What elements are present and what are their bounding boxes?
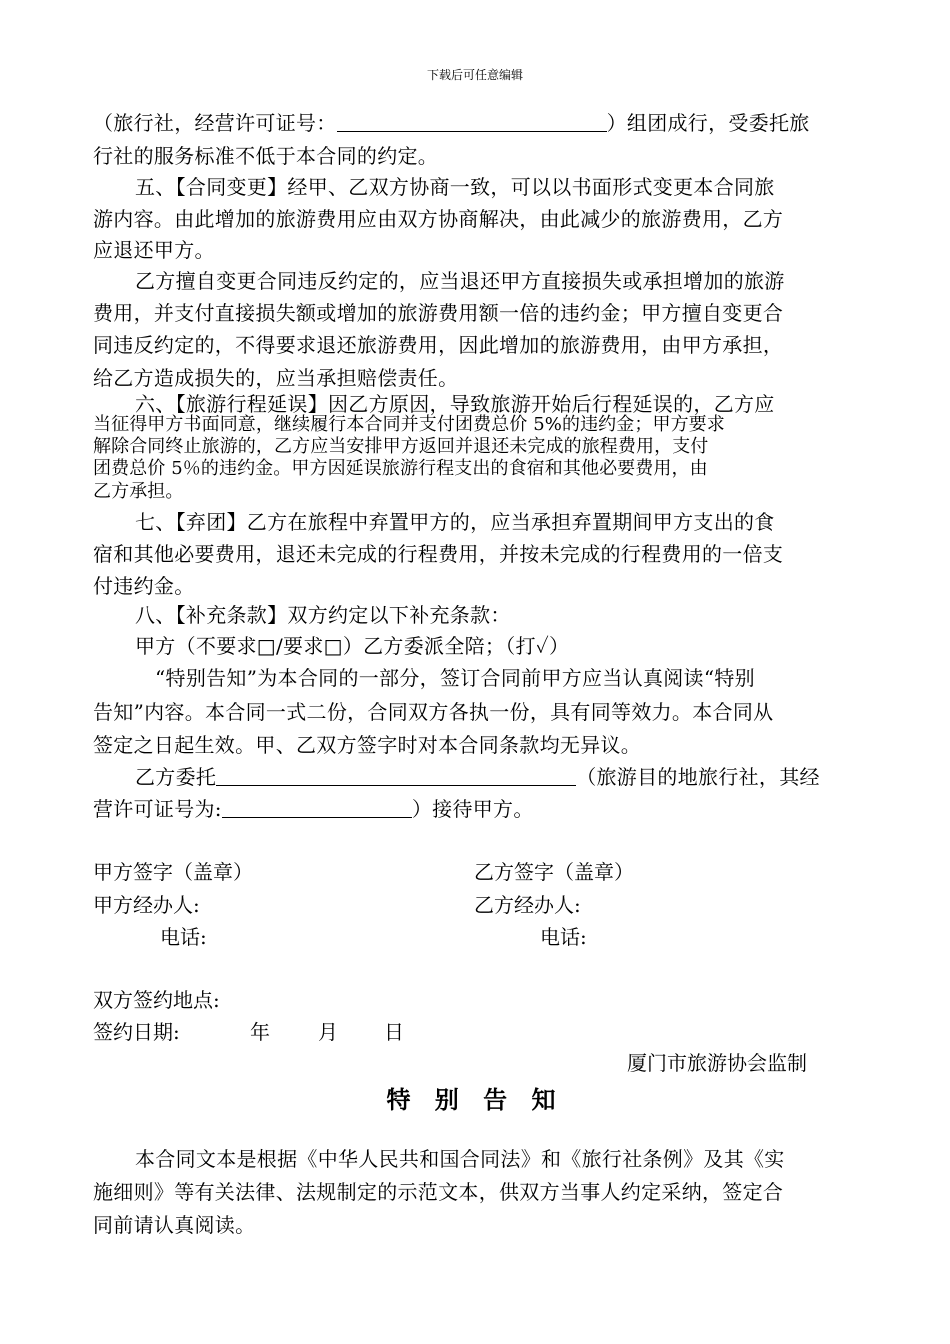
clause-6-line: 团费总价 5％的违约金。甲方因延误旅游行程支出的食宿和其他必要费用，由 [93,458,708,479]
text-segment: （旅游目的地旅行社，其经 [576,765,820,789]
clause-7-line: 宿和其他必要费用，退还未完成的行程费用，并按未完成的行程费用的一倍支 [93,542,784,566]
entrust-line [135,765,820,789]
clause-5b-line: 乙方擅自变更合同违反约定的，应当退还甲方直接损失或承担增加的旅游 [135,269,785,293]
special-notice-line: 施细则》等有关法律、法规制定的示范文本，供双方当事人约定采纳，签定合 [93,1180,784,1204]
signing-place-label: 双方签约地点: [93,988,220,1012]
clause-6-line: 当征得甲方书面同意，继续履行本合同并支付团费总价 5%的违约金；甲方要求 [93,414,725,435]
text-segment: ）接待甲方。 [411,797,534,821]
party-a-agent-label: 甲方经办人: [93,893,200,917]
party-b-signature-label: 乙方签字（盖章） [474,860,634,884]
agency-license-blank [222,799,412,818]
clause-5b-line: 同违反约定的，不得要求退还旅游费用，因此增加的旅游费用，由甲方承担， [93,333,784,357]
clause-8-line: 八、【补充条款】双方约定以下补充条款： [135,603,511,627]
clause-6-line: 解除合同终止旅游的，乙方应当安排甲方返回并退还未完成的旅程费用，支付 [93,436,709,457]
text-segment: （旅行社，经营许可证号： [93,111,337,135]
clause-7-line: 付违约金。 [93,574,195,598]
year-label: 年 [250,1020,270,1044]
license-number-blank [337,113,607,132]
clause-5-line: 五、【合同变更】经甲、乙双方协商一致，可以以书面形式变更本合同旅 [135,175,775,199]
clause-5-line: 游内容。由此增加的旅游费用应由双方协商解决，由此减少的旅游费用，乙方 [93,207,784,231]
party-a-signature-label: 甲方签字（盖章） [93,860,253,884]
clause-7-line: 七、【弃团】乙方在旅程中弃置甲方的，应当承担弃置期间甲方支出的食 [135,510,775,534]
page-header: 下载后可任意编辑 [426,68,523,82]
clause-5b-line: 给乙方造成损失的，应当承担赔偿责任。 [93,366,459,390]
day-label: 日 [384,1020,404,1044]
special-notice-line: 本合同文本是根据《中华人民共和国合同法》和《旅行社条例》及其《实 [135,1147,785,1171]
notice-ref-line: 签定之日起生效。甲、乙双方签字时对本合同条款均无异议。 [93,733,642,757]
special-notice-title: 特 别 告 知 [386,1086,564,1114]
clause-5b-line: 费用，并支付直接损失额或增加的旅游费用额一倍的违约金；甲方擅自变更合 [93,301,784,325]
notice-ref-line: “特别告知”为本合同的一部分，签订合同前甲方应当认真阅读“特别 [155,666,755,690]
party-b-phone-label: 电话: [540,925,587,949]
signing-date-label: 签约日期: [93,1020,180,1044]
party-b-agent-label: 乙方经办人: [474,893,581,917]
entrust-line [93,797,534,821]
notice-ref-line: 告知”内容。本合同一式二份，合同双方各执一份，具有同等效力。本合同从 [93,700,774,724]
supervisor-label: 厦门市旅游协会监制 [627,1051,807,1075]
special-notice-line: 同前请认真阅读。 [93,1213,256,1237]
text-segment: 营许可证号为: [93,797,222,821]
clause-6-line: 六、【旅游行程延误】因乙方原因，导致旅游开始后行程延误的，乙方应 [135,392,775,416]
clause-6-line: 乙方承担。 [93,481,184,502]
clause-5-line: 应退还甲方。 [93,238,215,262]
text-line: 行社的服务标准不低于本合同的约定。 [93,144,439,168]
text-segment: ）组团成行，受委托旅 [606,111,810,135]
party-a-phone-label: 电话: [160,925,207,949]
text-segment: 乙方委托 [135,765,217,789]
text-line [93,111,810,135]
clause-8-option-line: 甲方（不要求□/要求□）乙方委派全陪；（打✓） [135,634,570,658]
entrusted-agency-blank [216,767,576,786]
month-label: 月 [318,1020,338,1044]
